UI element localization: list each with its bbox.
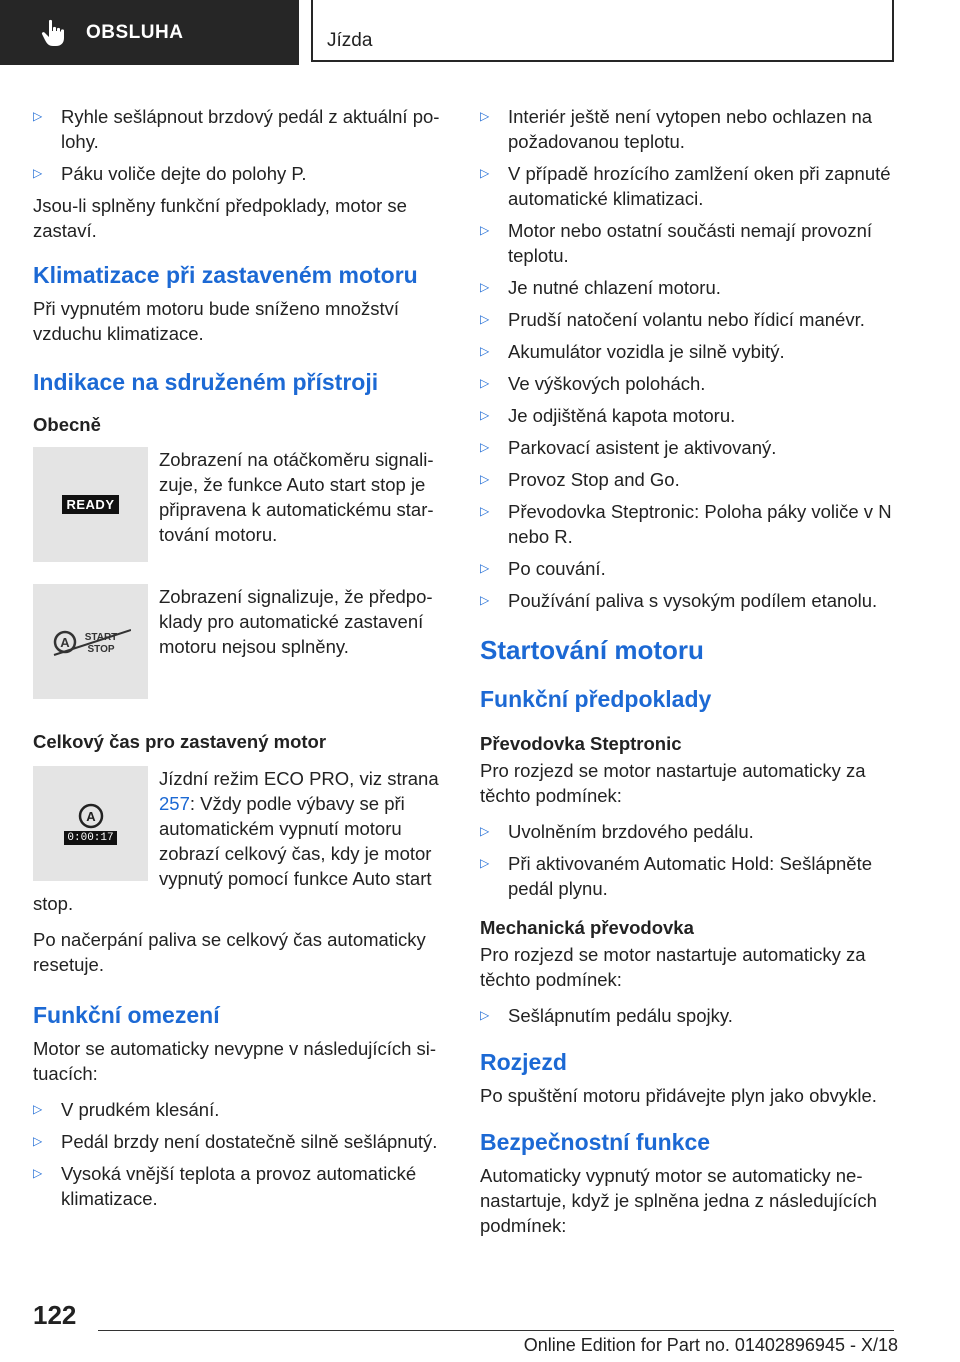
header-section-label: OBSLUHA — [86, 21, 184, 43]
auto-start-stop-crossed-icon — [51, 624, 131, 660]
triangle-bullet-icon: ▷ — [480, 561, 490, 575]
triangle-bullet-icon: ▷ — [480, 376, 490, 390]
list-item: ▷ Používání paliva s vysokým podílem etanolu. — [480, 590, 878, 611]
footer-edition: Online Edition for Part no. 01402896945 - X/18 — [523, 1335, 898, 1355]
section-heading: Funkční předpoklady — [480, 686, 712, 712]
section-heading: Indikace na sdruženém přístroji — [33, 369, 379, 395]
list-item: ▷ Je odjištěná kapota motoru. — [480, 405, 736, 426]
triangle-bullet-icon: ▷ — [33, 1102, 43, 1116]
list-item: ▷ Ryhle sešlápnout brzdový pedál z aktuální polohy. — [33, 106, 440, 152]
figure-total-time — [33, 766, 448, 916]
figure-caption: Jízdní režim ECO PRO, viz strana 257: Vždy podle výbavy se při automatickém vypnutí motoru zobrazí celkový čas, kdy je motor vypnutý pomocí funkce Auto start stop. — [33, 768, 439, 914]
figure-ready — [33, 447, 448, 570]
triangle-bullet-icon: ▷ — [480, 344, 490, 358]
triangle-bullet-icon: ▷ — [480, 856, 490, 870]
list-item: ▷ Interiér ještě není vytopen nebo ochlazen na požadovanou teplotu. — [480, 106, 873, 152]
list-item: ▷ Při aktivovaném Automatic Hold: Sešlápněte pedál plynu. — [480, 853, 873, 899]
paragraph: Motor se automaticky nevypne v následujících situacích: — [33, 1038, 437, 1084]
page-number: 122 — [33, 1300, 77, 1330]
list-item: ▷ V případě hrozícího zamlžení oken při zapnuté automatické klimatizaci. — [480, 163, 891, 209]
timer-readout: 0:00:17 — [64, 831, 116, 845]
page-link[interactable]: 257 — [159, 793, 190, 814]
triangle-bullet-icon: ▷ — [33, 166, 43, 180]
triangle-bullet-icon: ▷ — [480, 109, 490, 123]
list-item: ▷ Akumulátor vozidla je silně vybitý. — [480, 341, 785, 362]
list-item: ▷ Vysoká vnější teplota a provoz automatické klimatizace. — [33, 1163, 417, 1209]
figure-image — [33, 766, 148, 881]
triangle-bullet-icon: ▷ — [480, 472, 490, 486]
triangle-bullet-icon: ▷ — [480, 408, 490, 422]
header-chapter-label: Jízda — [327, 30, 373, 51]
triangle-bullet-icon: ▷ — [480, 824, 490, 838]
triangle-bullet-icon: ▷ — [33, 109, 43, 123]
triangle-bullet-icon: ▷ — [480, 593, 490, 607]
auto-start-stop-icon — [76, 803, 106, 829]
list-item: ▷ Převodovka Steptronic: Poloha páky voliče v N nebo R. — [480, 501, 892, 547]
section-heading: Bezpečnostní funkce — [480, 1129, 711, 1155]
subheading: Obecně — [33, 414, 101, 435]
paragraph: Po spuštění motoru přidávejte plyn jako obvykle. — [480, 1085, 877, 1106]
header-chapter-box — [311, 0, 894, 62]
figure-image — [33, 584, 148, 699]
list-item: ▷ Je nutné chlazení motoru. — [480, 277, 721, 298]
list-item: ▷ V prudkém klesání. — [33, 1099, 220, 1120]
paragraph: Po načerpání paliva se celkový čas automaticky resetuje. — [33, 929, 426, 975]
figure-image — [33, 447, 148, 562]
paragraph: Pro rozjezd se motor nastartuje automaticky za těchto podmínek: — [480, 760, 866, 806]
ready-indicator-icon: READY — [62, 495, 118, 514]
subheading: Mechanická převodovka — [480, 917, 694, 938]
list-item: ▷ Prudší natočení volantu nebo řídicí manévr. — [480, 309, 865, 330]
list-item: ▷ Motor nebo ostatní součásti nemají provozní teplotu. — [480, 220, 873, 266]
list-item: ▷ Sešlápnutím pedálu spojky. — [480, 1005, 733, 1026]
paragraph: Jsou-li splněny funkční předpoklady, motor se zastaví. — [33, 195, 407, 241]
triangle-bullet-icon: ▷ — [480, 440, 490, 454]
hand-pointer-icon — [40, 19, 66, 47]
section-heading: Funkční omezení — [33, 1002, 220, 1028]
triangle-bullet-icon: ▷ — [480, 312, 490, 326]
paragraph: Automaticky vypnutý motor se automaticky nenastartuje, když je splněna jedna z následujících podmínek: — [480, 1165, 877, 1236]
section-heading: Rozjezd — [480, 1049, 567, 1075]
subheading: Převodovka Steptronic — [480, 733, 682, 754]
svg-text:A: A — [85, 808, 96, 824]
figure-start-stop — [33, 584, 448, 707]
triangle-bullet-icon: ▷ — [33, 1134, 43, 1148]
svg-text:STOP: STOP — [86, 643, 115, 655]
paragraph: Při vypnutém motoru bude sníženo množství vzduchu klimatizace. — [33, 298, 400, 344]
footer-divider — [98, 1330, 894, 1331]
list-item: ▷ Pedál brzdy není dostatečně silně sešlápnutý. — [33, 1131, 438, 1152]
list-item: ▷ Páku voliče dejte do polohy P. — [33, 163, 307, 184]
chapter-heading: Startování motoru — [480, 635, 704, 665]
triangle-bullet-icon: ▷ — [480, 1008, 490, 1022]
list-item: ▷ Uvolněním brzdového pedálu. — [480, 821, 754, 842]
subheading: Celkový čas pro zastavený motor — [33, 731, 327, 752]
paragraph: Pro rozjezd se motor nastartuje automaticky za těchto podmínek: — [480, 944, 866, 990]
list-item: ▷ Provoz Stop and Go. — [480, 469, 680, 490]
section-heading: Klimatizace při zastaveném motoru — [33, 262, 418, 288]
list-item: ▷ Parkovací asistent je aktivovaný. — [480, 437, 777, 458]
svg-text:A: A — [59, 634, 70, 650]
left-column — [33, 104, 448, 1218]
list-item: ▷ Po couvání. — [480, 558, 606, 579]
triangle-bullet-icon: ▷ — [480, 504, 490, 518]
right-column — [480, 104, 898, 1249]
header-section-tab — [0, 0, 299, 65]
list-item: ▷ Ve výškových polohách. — [480, 373, 706, 394]
triangle-bullet-icon: ▷ — [480, 280, 490, 294]
triangle-bullet-icon: ▷ — [480, 223, 490, 237]
figure-caption: Zobrazení na otáčkoměru signalizuje, že funkce Auto start stop je připravena k automatickému startování motoru. — [159, 449, 434, 545]
triangle-bullet-icon: ▷ — [480, 166, 490, 180]
triangle-bullet-icon: ▷ — [33, 1166, 43, 1180]
figure-caption: Zobrazení signalizuje, že předpoklady pro automatické zastavení motoru nejsou splněny. — [159, 586, 433, 657]
svg-text:START: START — [84, 631, 117, 643]
